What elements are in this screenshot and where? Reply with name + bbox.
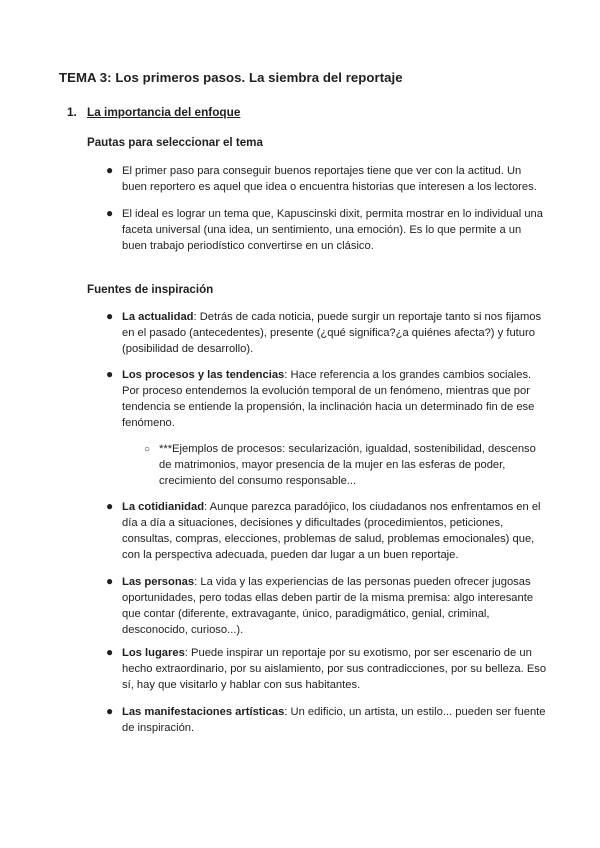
list-item-text: : La vida y las experiencias de las personas pueden ofrecer jugosas oportunidades, pero todas ellas deben partir de la misma premisa: algo interesante que contar (diferente, extravagante, único, paradigmático, genial, criminal, desconocido, curioso...). bbox=[122, 576, 534, 636]
bullet-icon: ● bbox=[106, 367, 114, 381]
list-item-term: Los lugares bbox=[122, 647, 185, 659]
list-item-term: Las personas bbox=[122, 576, 195, 588]
sub-list-item-text: ***Ejemplos de procesos: secularización, igualdad, sostenibilidad, descenso de matrimonios, mayor presencia de la mujer en las esferas de poder, crecimiento del consumo responsable... bbox=[159, 443, 536, 487]
list-item-text: El ideal es lograr un tema que, Kapuscinski dixit, permita mostrar en lo individual una faceta universal (una idea, un sentimiento, una emoción). Es lo que permite a un buen trabajo periodístico convertirse en un clásico. bbox=[122, 208, 543, 252]
list-item bbox=[106, 645, 547, 694]
pautas-heading: Pautas para seleccionar el tema bbox=[87, 136, 263, 149]
list-item bbox=[106, 367, 547, 432]
list-item bbox=[106, 704, 547, 737]
list-item-term: Las manifestaciones artísticas bbox=[122, 706, 285, 718]
circle-bullet-icon: ○ bbox=[144, 444, 151, 455]
section-label: La importancia del enfoque bbox=[87, 105, 241, 119]
bullet-icon: ● bbox=[106, 574, 114, 588]
list-item-text: : Puede inspirar un reportaje por su exotismo, por ser escenario de un hecho extraordinario, por su aislamiento, por sus contradicciones, por su belleza. Eso sí, hay que visitarlo y hablar con sus habitantes. bbox=[122, 647, 547, 691]
list-item-term: La actualidad bbox=[122, 311, 194, 323]
section-number: 1. bbox=[67, 105, 77, 119]
list-item-text: El primer paso para conseguir buenos reportajes tiene que ver con la actitud. Un buen reportero es aquel que idea o encuentra historias que interesen a los lectores. bbox=[122, 165, 537, 193]
list-item bbox=[106, 206, 547, 255]
document-title: TEMA 3: Los primeros pasos. La siembra del reportaje bbox=[59, 70, 403, 85]
list-item bbox=[106, 574, 547, 639]
section-heading bbox=[67, 105, 240, 119]
bullet-icon: ● bbox=[106, 163, 114, 177]
fuentes-heading: Fuentes de inspiración bbox=[87, 283, 214, 296]
list-item bbox=[106, 163, 547, 196]
sub-list-item bbox=[144, 442, 547, 490]
list-item-term: Los procesos y las tendencias bbox=[122, 369, 285, 381]
bullet-icon: ● bbox=[106, 309, 114, 323]
list-item-text: : Detrás de cada noticia, puede surgir un reportaje tanto si nos fijamos en el pasado (antecedentes), presente (¿qué significa?¿a quiénes afecta?) y futuro (posibilidad de desarrollo). bbox=[122, 311, 542, 355]
bullet-icon: ● bbox=[106, 704, 114, 718]
list-item bbox=[106, 309, 547, 358]
list-item-text: : Hace referencia a los grandes cambios sociales. Por proceso entendemos la evolución temporal de un fenómeno, mientras que por tendencia se entiende la propensión, la inclinación hacia un determinado fin de ese fenómeno. bbox=[122, 369, 535, 429]
list-item-text: : Un edificio, un artista, un estilo... pueden ser fuente de inspiración. bbox=[122, 706, 546, 734]
list-item bbox=[106, 499, 547, 564]
bullet-icon: ● bbox=[106, 499, 114, 513]
bullet-icon: ● bbox=[106, 206, 114, 220]
list-item-term: La cotidianidad bbox=[122, 501, 205, 513]
list-item-text: : Aunque parezca paradójico, los ciudadanos nos enfrentamos en el día a día a situaciones, decisiones y dificultades (procedimientos, peticiones, consultas, compras, elecciones, problemas de salud, problemas emocionales) que, con la perspectiva adecuada, pueden dar lugar a un buen reportaje. bbox=[122, 501, 541, 561]
bullet-icon: ● bbox=[106, 645, 114, 659]
